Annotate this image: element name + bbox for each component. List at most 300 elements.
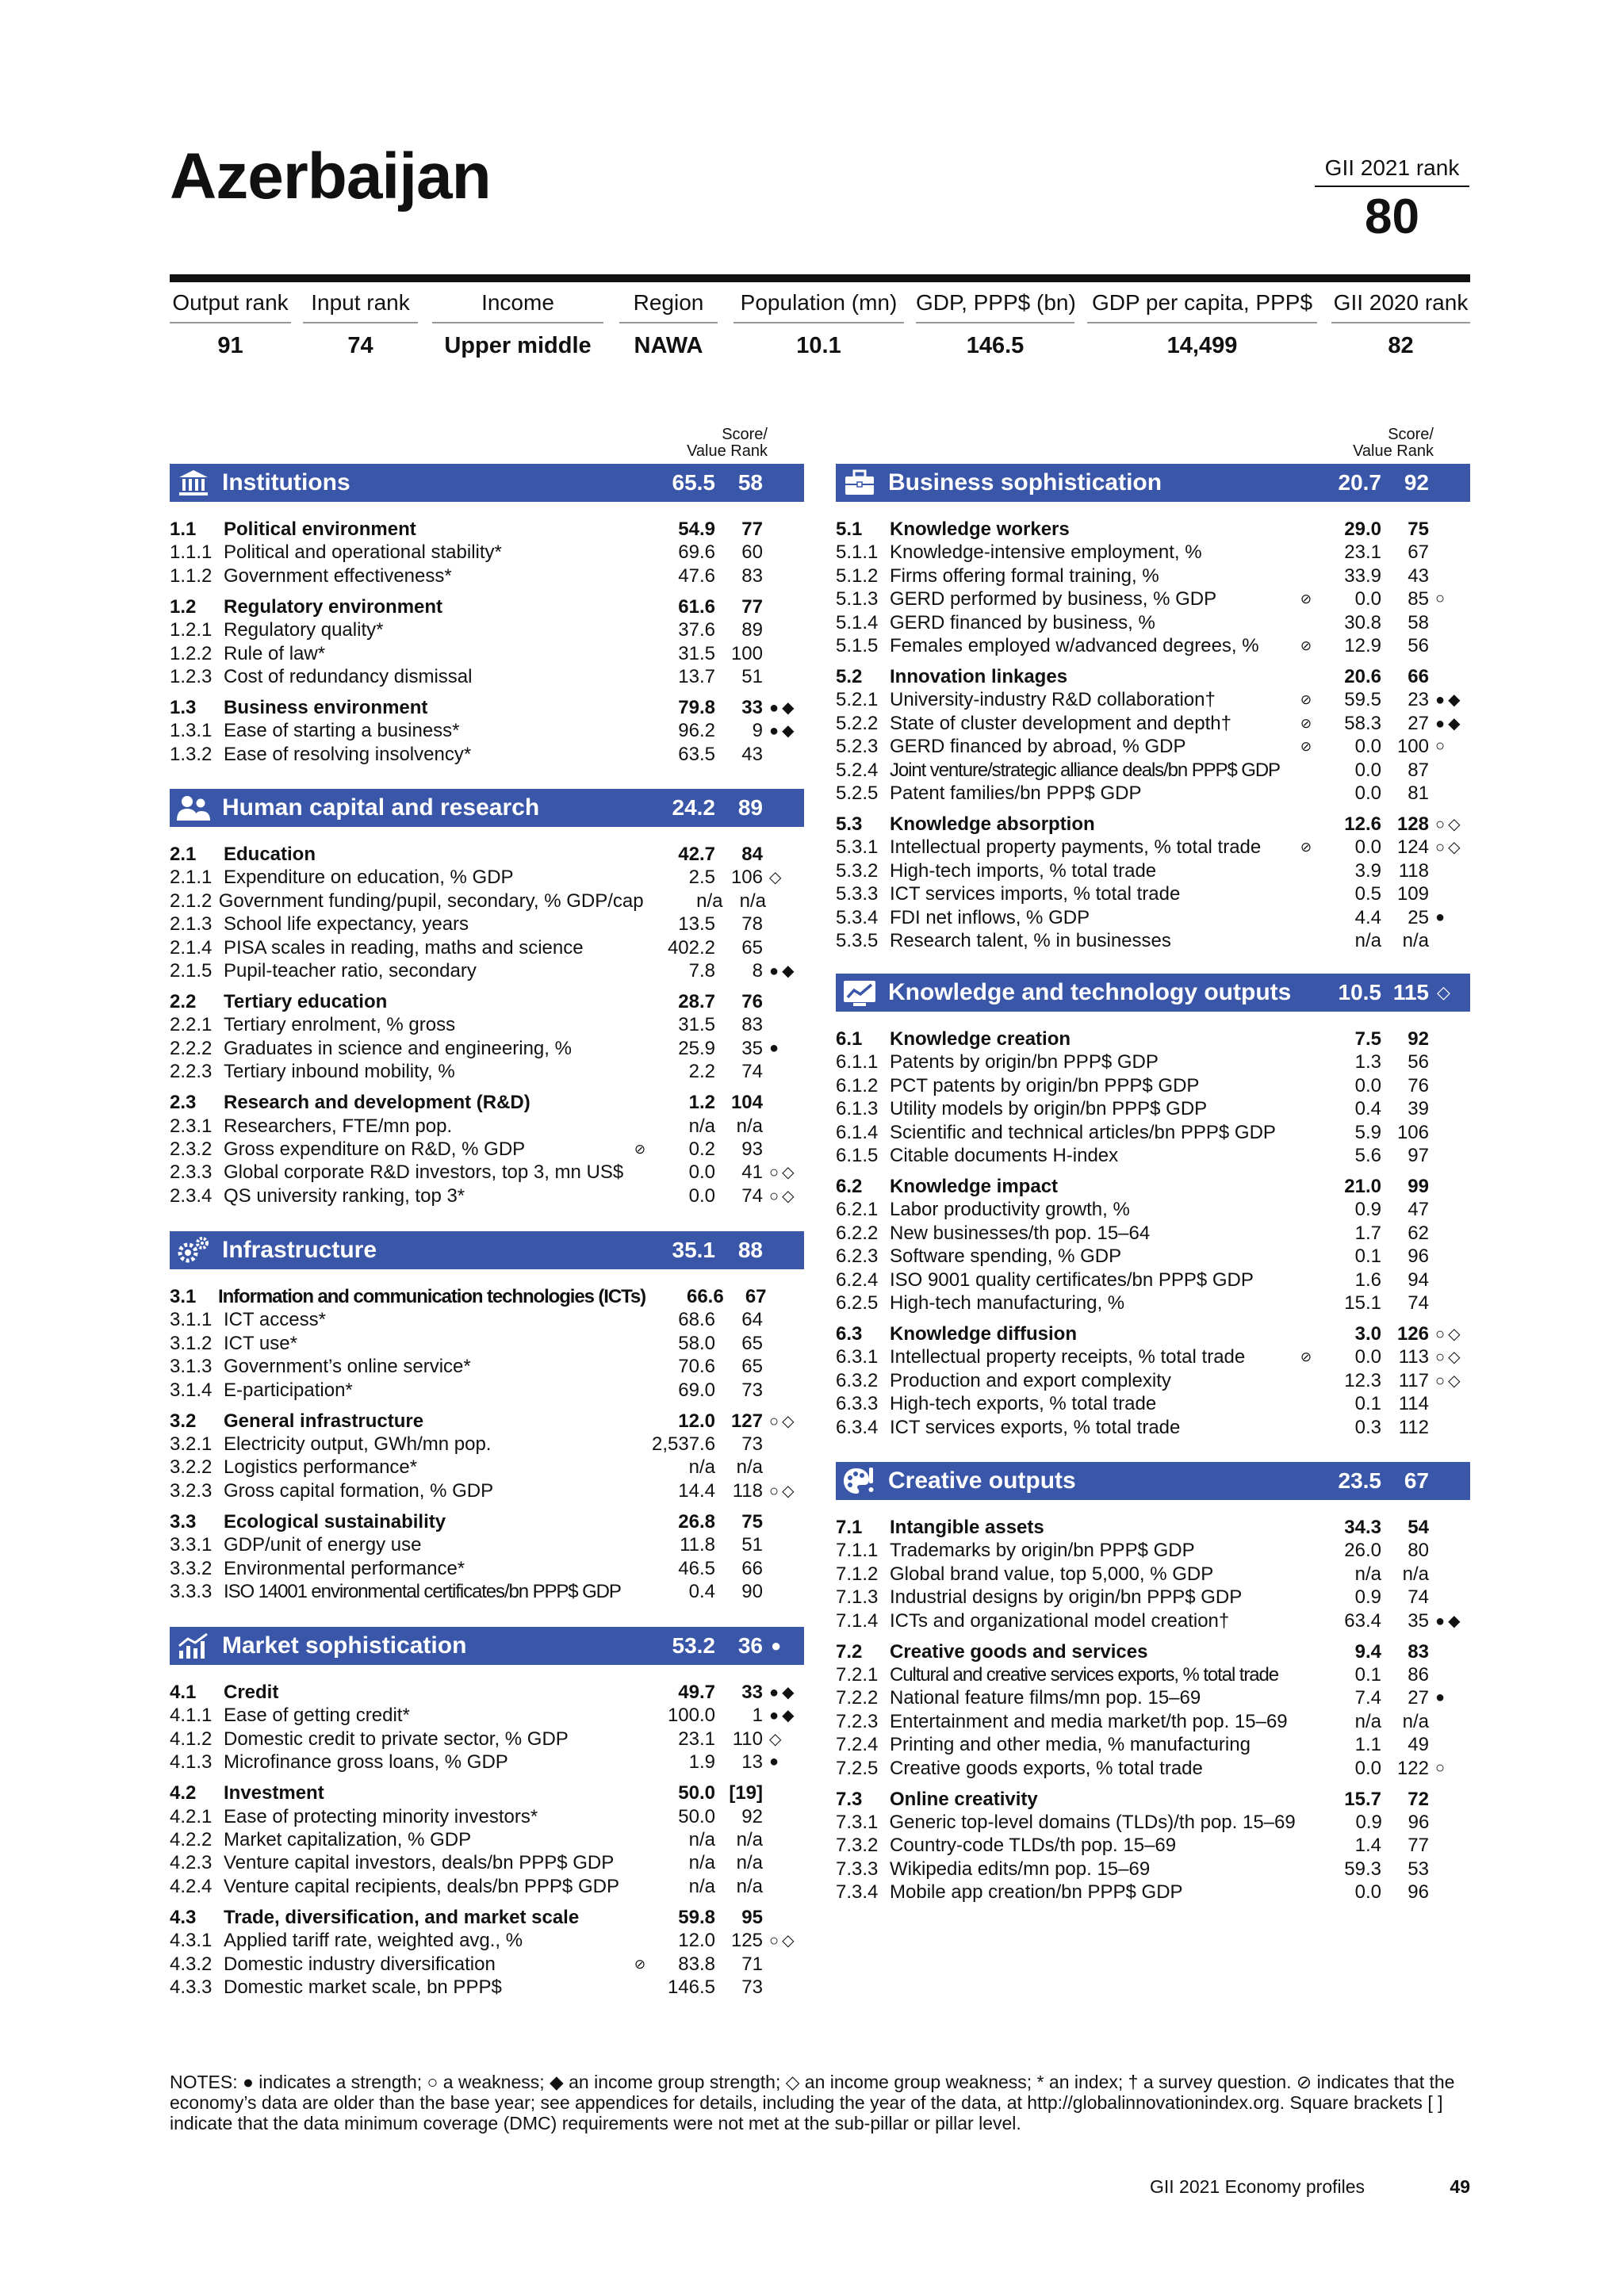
indicator-row <box>836 1663 1470 1686</box>
indicator-code: 2.2 <box>170 990 197 1012</box>
indicator-rank: 86 <box>1408 1663 1429 1686</box>
knowledge-icon <box>842 974 877 1012</box>
indicator-code: 2.2.1 <box>170 1013 213 1035</box>
indicator-row <box>170 1533 804 1556</box>
indicator-label: Generic top-level domains (TLDs)/th pop. 15–69 <box>889 1811 1296 1833</box>
strength-weakness-symbols: ● <box>769 1039 783 1057</box>
subpillar-row <box>170 1681 804 1704</box>
indicator-label: ICT services imports, % total trade <box>890 882 1181 905</box>
indicator-row <box>836 1539 1470 1562</box>
summary-value: 74 <box>347 333 373 358</box>
indicator-score: 58.0 <box>678 1332 715 1354</box>
outdated-data-icon: ⊘ <box>1300 715 1312 731</box>
indicator-rank: 104 <box>730 1091 763 1113</box>
indicator-rank: 1 <box>752 1704 763 1726</box>
indicator-score: 12.6 <box>1344 813 1381 835</box>
indicator-score: 0.1 <box>1354 1245 1381 1267</box>
indicator-row <box>836 1858 1470 1881</box>
indicator-score: 402.2 <box>667 936 715 959</box>
indicator-code: 5.3.3 <box>836 882 879 905</box>
indicator-score: n/a <box>688 1115 715 1137</box>
subpillar-row <box>836 1027 1470 1050</box>
indicator-score: 49.7 <box>678 1681 715 1703</box>
indicator-label: Knowledge diffusion <box>890 1322 1077 1345</box>
indicator-rank: 96 <box>1408 1881 1429 1903</box>
indicator-label: Researchers, FTE/mn pop. <box>224 1115 453 1137</box>
indicator-code: 5.3.1 <box>836 836 879 858</box>
indicator-row <box>836 929 1470 952</box>
indicator-score: 0.0 <box>1354 759 1381 781</box>
indicator-rank: 74 <box>1408 1586 1429 1608</box>
page-number: 49 <box>1450 2176 1470 2197</box>
indicator-label: Applied tariff rate, weighted avg., % <box>224 1929 523 1951</box>
indicator-rank: 94 <box>1408 1269 1429 1291</box>
indicator-code: 7.2.4 <box>836 1733 879 1755</box>
pillar-name: Institutions <box>222 469 350 496</box>
indicator-row <box>836 1757 1470 1780</box>
indicator-row <box>170 1728 804 1751</box>
indicator-label: High-tech manufacturing, % <box>890 1292 1125 1314</box>
indicator-score: 2.2 <box>688 1060 715 1082</box>
indicator-score: 0.9 <box>1354 1586 1381 1608</box>
indicator-code: 5.1.3 <box>836 587 879 610</box>
indicator-code: 7.1.1 <box>836 1539 879 1561</box>
strength-weakness-symbols: ○ <box>1435 737 1449 755</box>
indicator-row <box>170 1805 804 1828</box>
indicator-rank: 84 <box>741 843 763 865</box>
indicator-label: Research talent, % in businesses <box>890 929 1171 951</box>
indicator-code: 6.1.4 <box>836 1121 879 1143</box>
summary-label: Region <box>619 290 718 323</box>
indicator-row <box>836 1586 1470 1609</box>
indicator-score: 7.8 <box>688 959 715 982</box>
indicator-code: 7.1.2 <box>836 1563 879 1585</box>
indicator-score: 59.3 <box>1344 1858 1381 1880</box>
indicator-code: 5.1.5 <box>836 634 879 656</box>
indicator-row <box>170 1308 804 1331</box>
indicator-rank: 66 <box>741 1557 763 1579</box>
indicator-rank: 85 <box>1408 587 1429 610</box>
summary-value: 91 <box>217 333 243 358</box>
indicator-rank: 62 <box>1408 1222 1429 1244</box>
indicator-label: GERD financed by business, % <box>890 611 1155 633</box>
indicator-label: Government’s online service* <box>224 1355 471 1377</box>
indicator-code: 3.1.2 <box>170 1332 213 1354</box>
indicator-score: 12.3 <box>1344 1369 1381 1391</box>
indicator-row <box>170 1875 804 1898</box>
indicator-label: Ease of starting a business* <box>224 719 460 741</box>
indicator-rank: 76 <box>1408 1074 1429 1096</box>
subpillar-row <box>836 1788 1470 1811</box>
indicator-score: 47.6 <box>678 564 715 587</box>
indicator-code: 3.1.3 <box>170 1355 213 1377</box>
indicator-score: 0.1 <box>1354 1663 1381 1686</box>
indicator-score: 100.0 <box>667 1704 715 1726</box>
indicator-score: 30.8 <box>1344 611 1381 633</box>
indicator-row <box>170 1557 804 1580</box>
indicator-code: 5.2.1 <box>836 688 879 710</box>
indicator-score: 61.6 <box>678 595 715 618</box>
strength-weakness-symbols: ●◆ <box>769 722 798 740</box>
indicator-score: 23.1 <box>678 1728 715 1750</box>
indicator-code: 2.1.4 <box>170 936 213 959</box>
indicator-score: 0.4 <box>1354 1097 1381 1119</box>
subpillar-row <box>836 813 1470 836</box>
indicator-score: 0.0 <box>688 1161 715 1183</box>
indicator-code: 3.1 <box>170 1285 197 1307</box>
indicator-code: 6.3 <box>836 1322 863 1345</box>
indicator-rank: 27 <box>1408 712 1429 734</box>
indicator-score: 0.2 <box>688 1138 715 1160</box>
indicator-label: Tertiary education <box>224 990 388 1012</box>
summary-item <box>170 290 291 359</box>
indicator-row <box>170 1379 804 1402</box>
indicator-code: 6.3.1 <box>836 1345 879 1368</box>
indicator-row <box>836 1269 1470 1292</box>
indicator-score: 3.9 <box>1354 859 1381 882</box>
indicator-label: Environmental performance* <box>224 1557 465 1579</box>
indicator-code: 1.3.1 <box>170 719 213 741</box>
indicator-score: 0.0 <box>1354 1074 1381 1096</box>
indicator-code: 1.2 <box>170 595 197 618</box>
indicator-label: PCT patents by origin/bn PPP$ GDP <box>890 1074 1200 1096</box>
indicator-rank: 27 <box>1408 1686 1429 1709</box>
indicator-label: Trade, diversification, and market scale <box>224 1906 580 1928</box>
indicator-row <box>836 712 1470 735</box>
indicator-label: Research and development (R&D) <box>224 1091 530 1113</box>
indicator-rank: 97 <box>1408 1144 1429 1166</box>
indicator-code: 6.3.3 <box>836 1392 879 1414</box>
indicator-row <box>170 1704 804 1727</box>
indicator-row <box>170 890 804 913</box>
subpillar-row <box>170 1510 804 1533</box>
indicator-rank: 77 <box>1408 1834 1429 1856</box>
indicator-rank: 35 <box>741 1037 763 1059</box>
pillar-score: 35.1 <box>672 1238 715 1262</box>
summary-item <box>733 290 904 359</box>
indicator-score: 23.1 <box>1344 541 1381 563</box>
indicator-label: Credit <box>224 1681 279 1703</box>
indicator-code: 4.2.3 <box>170 1851 213 1873</box>
indicator-row <box>170 1355 804 1378</box>
indicator-code: 4.2.4 <box>170 1875 213 1897</box>
indicator-code: 3.3.1 <box>170 1533 213 1556</box>
indicator-row <box>836 1369 1470 1392</box>
indicator-row <box>836 541 1470 564</box>
indicator-rank: 90 <box>741 1580 763 1602</box>
indicator-code: 6.2.2 <box>836 1222 879 1244</box>
summary-item <box>1331 290 1470 359</box>
indicator-label: Creative goods and services <box>890 1640 1148 1663</box>
indicator-rank: 74 <box>741 1184 763 1207</box>
indicator-score: 0.4 <box>688 1580 715 1602</box>
indicator-code: 6.2 <box>836 1175 863 1197</box>
pillar-rank: 36 <box>737 1633 763 1658</box>
indicator-row <box>836 1198 1470 1221</box>
strength-weakness-symbols: ○◇ <box>1435 1372 1464 1390</box>
strength-weakness-symbols: ●◆ <box>769 1684 798 1701</box>
indicator-label: GERD performed by business, % GDP <box>890 587 1217 610</box>
gii-rank-value: 80 <box>1365 189 1419 244</box>
indicator-code: 5.2.4 <box>836 759 879 781</box>
indicator-code: 2.1 <box>170 843 197 865</box>
business-icon <box>842 464 877 502</box>
indicator-row <box>170 913 804 936</box>
indicator-label: Tertiary inbound mobility, % <box>224 1060 455 1082</box>
indicator-row <box>836 1097 1470 1120</box>
header-rule <box>170 274 1470 282</box>
indicator-row <box>170 1929 804 1952</box>
indicator-row <box>170 1184 804 1207</box>
indicator-row <box>170 1851 804 1874</box>
indicator-code: 7.1 <box>836 1516 863 1538</box>
indicator-label: FDI net inflows, % GDP <box>890 906 1090 928</box>
indicator-score: 33.9 <box>1344 564 1381 587</box>
indicator-rank: n/a <box>739 890 767 912</box>
indicator-rank: 73 <box>741 1976 763 1998</box>
indicator-row <box>170 618 804 641</box>
indicator-label: State of cluster development and depth† <box>890 712 1231 734</box>
indicator-rank: 35 <box>1408 1609 1429 1632</box>
indicator-code: 4.1 <box>170 1681 197 1703</box>
indicator-rank: 76 <box>741 990 763 1012</box>
indicator-label: Utility models by origin/bn PPP$ GDP <box>890 1097 1208 1119</box>
pillar-header <box>836 974 1470 1012</box>
indicator-rank: 67 <box>745 1285 767 1307</box>
indicator-score: n/a <box>1354 929 1381 951</box>
subpillar-row <box>170 1285 804 1308</box>
strength-weakness-symbols: ●◆ <box>769 962 798 980</box>
indicator-score: 4.4 <box>1354 906 1381 928</box>
indicator-rank: 51 <box>741 1533 763 1556</box>
indicator-code: 5.2.3 <box>836 735 879 757</box>
pillar-header <box>170 789 804 827</box>
indicator-score: 0.1 <box>1354 1392 1381 1414</box>
indicator-rank: 56 <box>1408 634 1429 656</box>
indicator-row <box>836 688 1470 711</box>
indicator-row <box>836 1144 1470 1167</box>
indicator-code: 7.3 <box>836 1788 863 1810</box>
indicator-label: Investment <box>224 1781 324 1804</box>
indicator-score: 1.3 <box>1354 1050 1381 1073</box>
indicator-label: Scientific and technical articles/bn PPP$ GDP <box>890 1121 1276 1143</box>
pillar-rank: 89 <box>737 795 763 820</box>
indicator-code: 7.2.5 <box>836 1757 879 1779</box>
indicator-code: 7.3.4 <box>836 1881 879 1903</box>
indicator-label: Printing and other media, % manufacturing <box>890 1733 1251 1755</box>
indicator-label: Intellectual property payments, % total trade <box>890 836 1262 858</box>
indicator-rank: 75 <box>1408 518 1429 540</box>
indicator-code: 6.2.1 <box>836 1198 879 1220</box>
indicator-rank: n/a <box>736 1851 763 1873</box>
subpillar-row <box>836 518 1470 541</box>
indicator-code: 2.1.1 <box>170 866 213 888</box>
indicator-rank: [19] <box>729 1781 763 1804</box>
indicator-rank: n/a <box>1402 929 1429 951</box>
summary-item <box>1087 290 1317 359</box>
subpillar-row <box>170 696 804 719</box>
indicator-label: Political and operational stability* <box>224 541 502 563</box>
indicator-row <box>836 1834 1470 1857</box>
indicator-code: 2.2.2 <box>170 1037 213 1059</box>
subpillar-row <box>170 595 804 618</box>
indicator-score: 68.6 <box>678 1308 715 1330</box>
indicator-label: ICT use* <box>224 1332 297 1354</box>
strength-weakness-symbols: ○◇ <box>1435 816 1464 833</box>
strength-weakness-symbols: ● <box>1435 1689 1449 1706</box>
indicator-label: GERD financed by abroad, % GDP <box>890 735 1186 757</box>
strength-weakness-symbols: ○◇ <box>1435 1326 1464 1343</box>
indicator-code: 6.1.1 <box>836 1050 879 1073</box>
indicator-label: School life expectancy, years <box>224 913 469 935</box>
indicator-row <box>170 1037 804 1060</box>
indicator-label: Cost of redundancy dismissal <box>224 665 473 687</box>
indicator-score: 29.0 <box>1344 518 1381 540</box>
summary-value: 14,499 <box>1166 333 1238 358</box>
indicator-row <box>170 1479 804 1502</box>
indicator-code: 3.3 <box>170 1510 197 1533</box>
indicator-rank: 75 <box>741 1510 763 1533</box>
indicator-score: 37.6 <box>678 618 715 641</box>
pillar-name: Infrastructure <box>222 1237 377 1263</box>
pillar-rank: 58 <box>737 470 763 495</box>
indicator-label: Global corporate R&D investors, top 3, mn US$ <box>224 1161 624 1183</box>
indicator-label: ICT services exports, % total trade <box>890 1416 1181 1438</box>
indicator-rank: 87 <box>1408 759 1429 781</box>
strength-weakness-symbols: ●◆ <box>1435 715 1464 733</box>
indicator-code: 5.2 <box>836 665 863 687</box>
indicator-row <box>836 859 1470 882</box>
indicator-score: 7.5 <box>1354 1027 1381 1050</box>
indicator-rank: 117 <box>1398 1369 1429 1391</box>
outdated-data-icon: ⊘ <box>634 1956 646 1972</box>
outdated-data-icon: ⊘ <box>1300 637 1312 653</box>
indicator-score: 2.5 <box>688 866 715 888</box>
indicator-label: Global brand value, top 5,000, % GDP <box>890 1563 1214 1585</box>
indicator-row <box>170 564 804 587</box>
subpillar-row <box>836 665 1470 688</box>
indicator-row <box>836 1710 1470 1733</box>
indicator-label: Females employed w/advanced degrees, % <box>890 634 1259 656</box>
indicator-score: 0.0 <box>1354 1757 1381 1779</box>
indicator-code: 5.1.2 <box>836 564 879 587</box>
indicator-rank: 81 <box>1408 782 1429 804</box>
indicator-label: Domestic market scale, bn PPP$ <box>224 1976 502 1998</box>
indicator-score: 0.3 <box>1354 1416 1381 1438</box>
indicator-row <box>170 1433 804 1456</box>
indicator-score: 26.8 <box>678 1510 715 1533</box>
indicator-row <box>170 1828 804 1851</box>
indicator-score: 69.6 <box>678 541 715 563</box>
indicator-code: 5.1.4 <box>836 611 879 633</box>
summary-item <box>619 290 718 359</box>
strength-weakness-symbols: ○◇ <box>769 1932 798 1950</box>
notes: NOTES: ● indicates a strength; ○ a weakness; ◆ an income group strength; ◇ an income group weakness; * an index; † a survey question. ⊘ indicates that the economy’s data are older than the base year; see appendices for details, including the year of the data, at http://globalinnovationindex.org. Square brackets [ ] indicate that the data minimum coverage (DMC) requirements were not met at the sub-pillar or pillar level. <box>170 2072 1455 2133</box>
indicator-rank: 47 <box>1408 1198 1429 1220</box>
indicator-label: Knowledge absorption <box>890 813 1095 835</box>
indicator-label: Intellectual property receipts, % total trade <box>890 1345 1246 1368</box>
indicator-code: 5.3.4 <box>836 906 879 928</box>
indicator-rank: 113 <box>1398 1345 1429 1368</box>
indicator-label: Gross expenditure on R&D, % GDP <box>224 1138 526 1160</box>
indicator-score: 5.6 <box>1354 1144 1381 1166</box>
summary-value: 10.1 <box>796 333 841 358</box>
indicator-code: 5.1 <box>836 518 863 540</box>
summary-item <box>916 290 1074 359</box>
subpillar-row <box>836 1322 1470 1345</box>
indicator-score: 69.0 <box>678 1379 715 1401</box>
indicator-rank: 106 <box>730 866 763 888</box>
indicator-label: Domestic industry diversification <box>224 1953 496 1975</box>
indicator-row <box>170 1115 804 1138</box>
indicator-score: n/a <box>688 1456 715 1478</box>
indicator-score: 12.0 <box>678 1410 715 1432</box>
indicator-row <box>836 1563 1470 1586</box>
indicator-label: QS university ranking, top 3* <box>224 1184 465 1207</box>
indicator-label: ICTs and organizational model creation† <box>890 1609 1230 1632</box>
indicator-code: 1.2.1 <box>170 618 213 641</box>
indicator-code: 4.3.2 <box>170 1953 213 1975</box>
indicator-label: Logistics performance* <box>224 1456 418 1478</box>
indicator-label: Electricity output, GWh/mn pop. <box>224 1433 492 1455</box>
indicator-score: 3.0 <box>1354 1322 1381 1345</box>
indicator-rank: 9 <box>752 719 763 741</box>
indicator-rank: 73 <box>741 1433 763 1455</box>
indicator-row <box>836 735 1470 758</box>
institutions-icon <box>176 464 211 502</box>
indicator-code: 5.1.1 <box>836 541 879 563</box>
indicator-label: Tertiary enrolment, % gross <box>224 1013 456 1035</box>
indicator-label: Industrial designs by origin/bn PPP$ GDP <box>890 1586 1243 1608</box>
indicator-label: Venture capital investors, deals/bn PPP$ GDP <box>224 1851 615 1873</box>
indicator-score: 50.0 <box>678 1781 715 1804</box>
summary-label: Population (mn) <box>733 290 904 323</box>
indicator-code: 1.1 <box>170 518 197 540</box>
indicator-rank: 125 <box>730 1929 763 1951</box>
summary-value: Upper middle <box>444 333 592 358</box>
indicator-label: Knowledge creation <box>890 1027 1071 1050</box>
outdated-data-icon: ⊘ <box>1300 839 1312 855</box>
indicator-rank: 23 <box>1408 688 1429 710</box>
score-rank-header-left: Score/ Value Rank <box>687 426 768 460</box>
indicator-score: 20.6 <box>1344 665 1381 687</box>
strength-weakness-symbols: ● <box>769 1753 783 1770</box>
indicator-score: 54.9 <box>678 518 715 540</box>
indicator-rank: 77 <box>741 518 763 540</box>
indicator-rank: 54 <box>1408 1516 1429 1538</box>
indicator-rank: 49 <box>1408 1733 1429 1755</box>
indicator-score: 11.8 <box>680 1533 715 1556</box>
indicator-rank: 118 <box>732 1479 763 1502</box>
indicator-row <box>836 587 1470 610</box>
indicator-label: Microfinance gross loans, % GDP <box>224 1751 508 1773</box>
indicator-code: 6.3.2 <box>836 1369 879 1391</box>
indicator-label: Knowledge workers <box>890 518 1070 540</box>
indicator-code: 6.1.5 <box>836 1144 879 1166</box>
indicator-code: 7.3.2 <box>836 1834 879 1856</box>
subpillar-row <box>170 1410 804 1433</box>
indicator-label: Mobile app creation/bn PPP$ GDP <box>890 1881 1183 1903</box>
subpillar-row <box>170 1091 804 1114</box>
indicator-code: 4.1.3 <box>170 1751 213 1773</box>
indicator-row <box>836 1609 1470 1632</box>
indicator-code: 1.2.2 <box>170 642 213 664</box>
indicator-row <box>836 1733 1470 1756</box>
pillar-score: 23.5 <box>1338 1468 1381 1493</box>
indicator-code: 1.3 <box>170 696 197 718</box>
strength-weakness-symbols: ○◇ <box>769 1188 798 1205</box>
indicator-score: 1.4 <box>1354 1834 1381 1856</box>
